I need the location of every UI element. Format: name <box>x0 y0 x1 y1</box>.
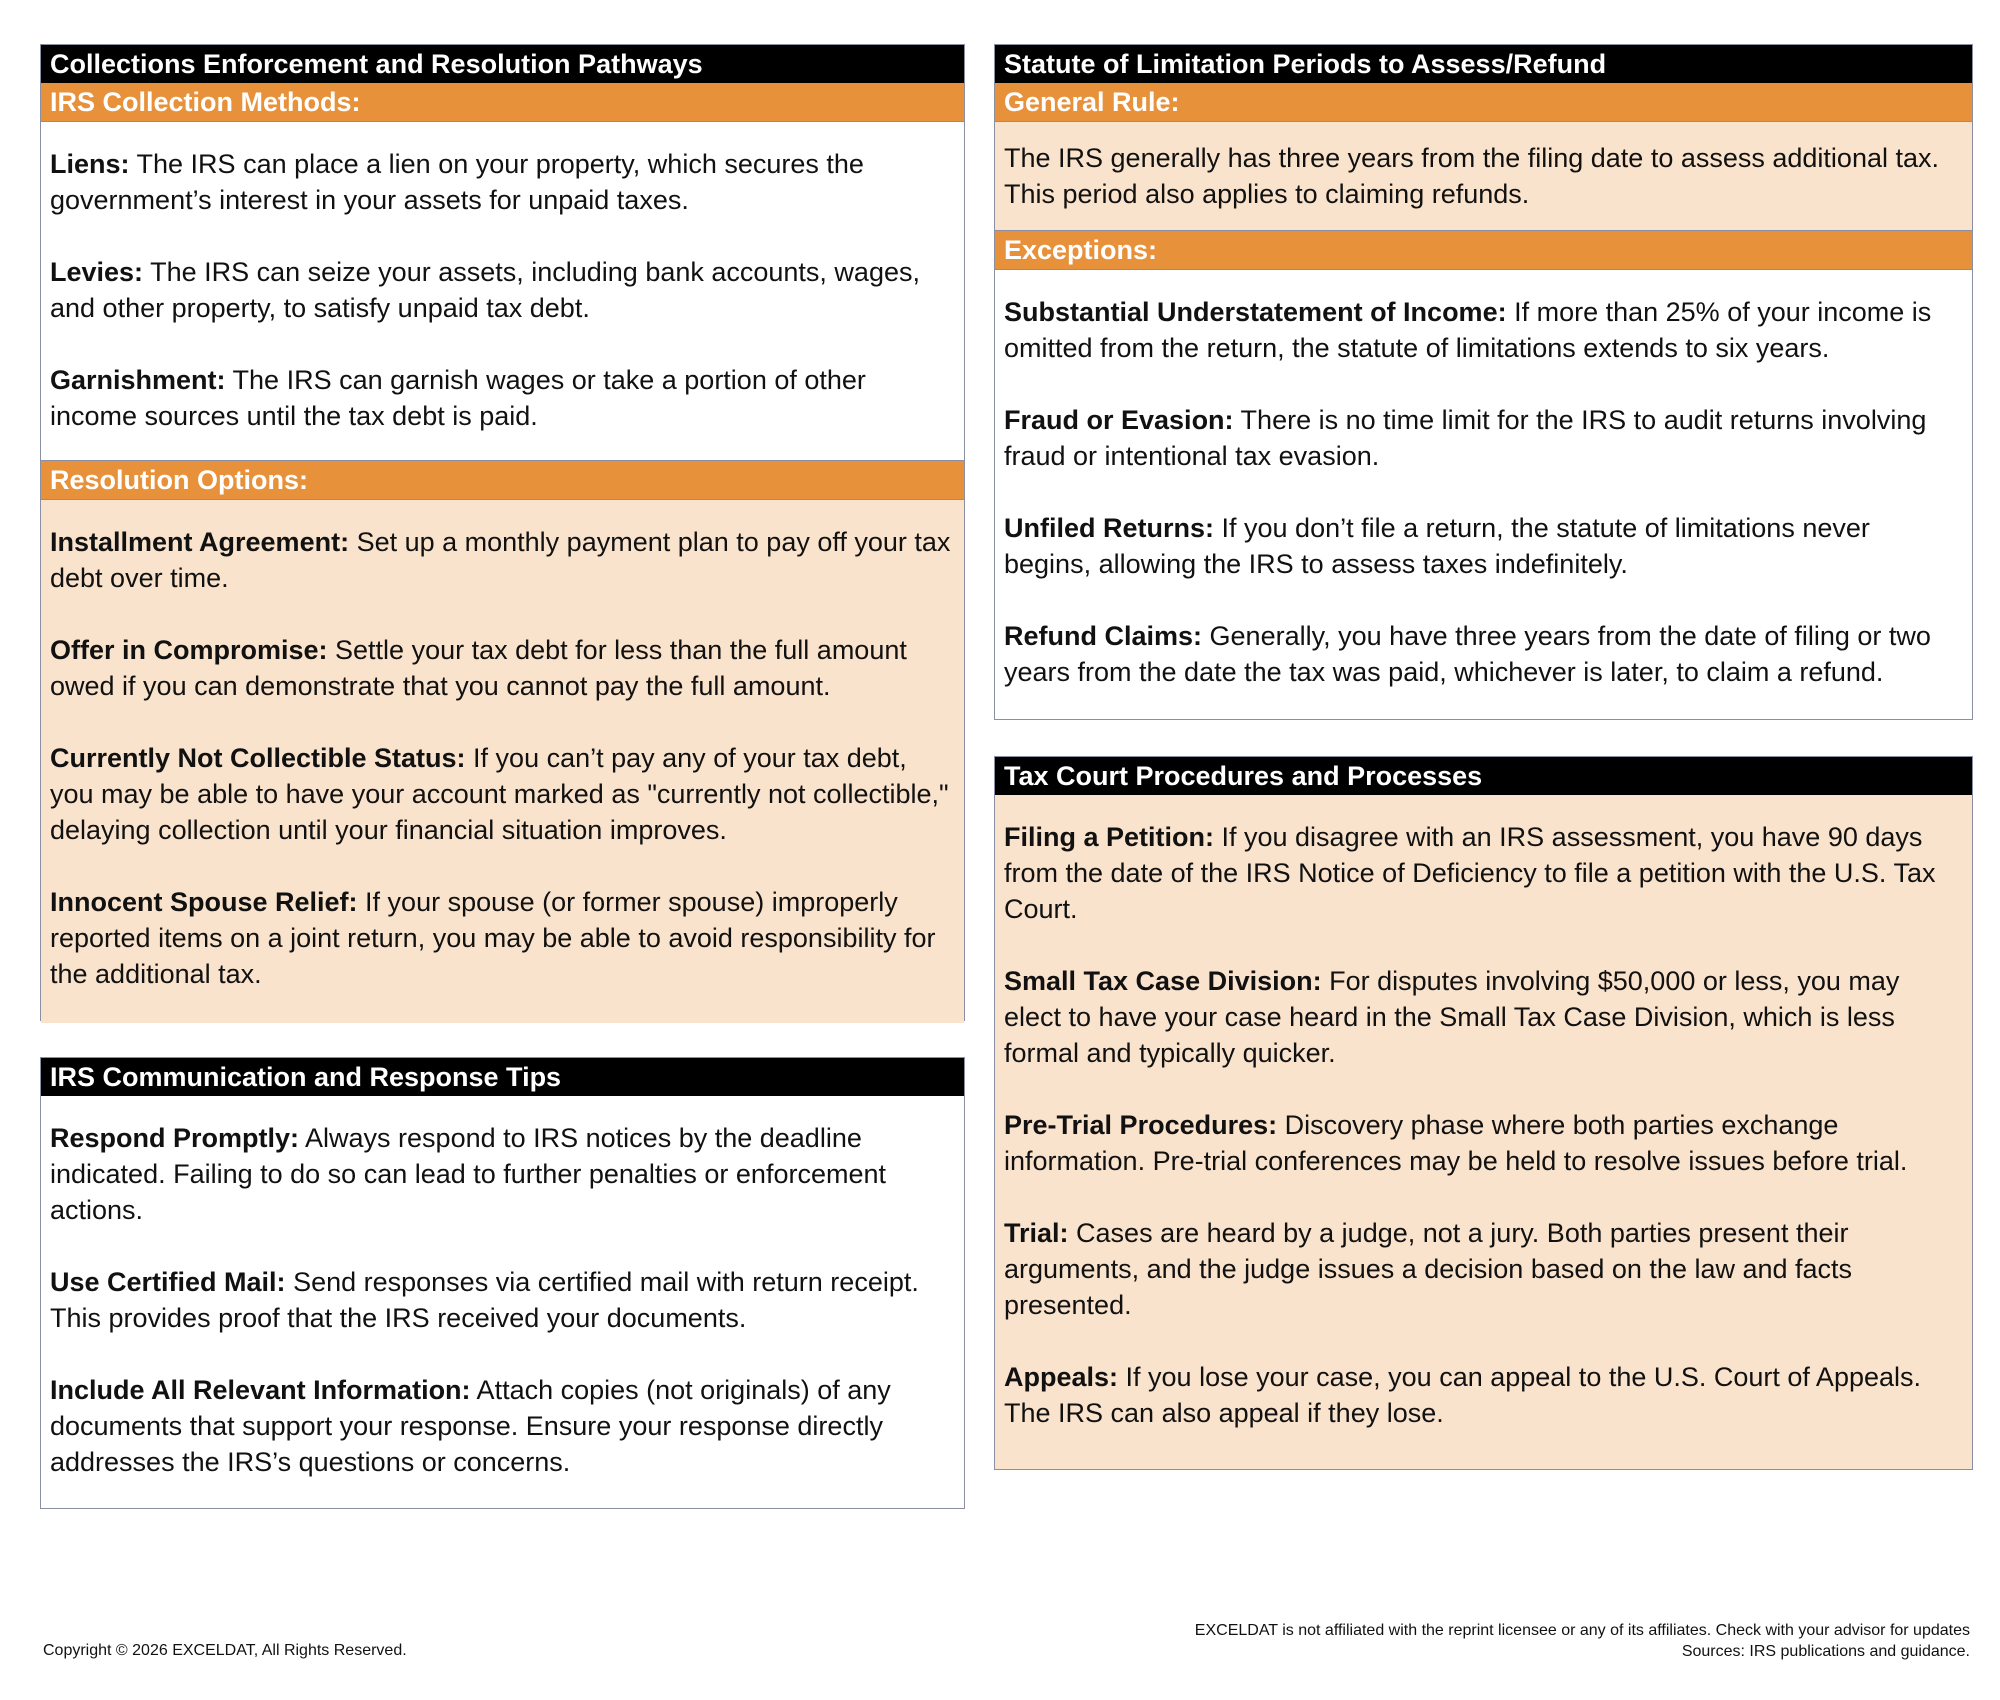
resolution-options-list <box>41 500 964 1023</box>
list-item: Filing a Petition: If you disagree with an IRS assessment, you have 90 days from the date of the IRS Notice of Deficiency to file a petition with the U.S. Tax Court. <box>1004 822 1936 924</box>
general-rule-body <box>995 122 1972 230</box>
collections-card-title: Collections Enforcement and Resolution Pathways <box>41 45 964 83</box>
list-item: Innocent Spouse Relief: If your spouse (or former spouse) improperly reported items on a joint return, you may be able to avoid responsibility for the additional tax. <box>50 887 936 989</box>
general-rule-header: General Rule: <box>995 83 1972 122</box>
resolution-options-header: Resolution Options: <box>41 460 964 500</box>
list-item: Trial: Cases are heard by a judge, not a jury. Both parties present their arguments, and the judge issues a decision based on the law and facts presented. <box>1004 1218 1853 1320</box>
statute-card <box>994 44 1973 720</box>
sources-text: Sources: IRS publications and guidance. <box>1681 1643 1970 1660</box>
list-item: Fraud or Evasion: There is no time limit for the IRS to audit returns involving fraud or intentional tax evasion. <box>1004 405 1927 471</box>
taxcourt-card-title: Tax Court Procedures and Processes <box>995 757 1972 795</box>
statute-card-title: Statute of Limitation Periods to Assess/Refund <box>995 45 1972 83</box>
disclaimer-block <box>1195 1620 1970 1662</box>
list-item: Offer in Compromise: Settle your tax debt for less than the full amount owed if you can demonstrate that you cannot pay the full amount. <box>50 635 907 701</box>
disclaimer-text: EXCELDAT is not affiliated with the reprint licensee or any of its affiliates. Check with your advisor for updates <box>1194 1622 1970 1639</box>
list-item: Installment Agreement: Set up a monthly payment plan to pay off your tax debt over time. <box>50 527 951 593</box>
list-item: Substantial Understatement of Income: If more than 25% of your income is omitted from the return, the statute of limitations extends to six years. <box>1004 297 1932 363</box>
collection-methods-header: IRS Collection Methods: <box>41 83 964 122</box>
collection-methods-list <box>41 122 964 460</box>
copyright-notice: Copyright © 2026 EXCELDAT, All Rights Reserved. <box>43 1642 407 1659</box>
list-item: Refund Claims: Generally, you have three years from the date of filing or two years from the date the tax was paid, whichever is later, to claim a refund. <box>1004 621 1931 687</box>
list-item: Include All Relevant Information: Attach copies (not originals) of any documents that support your response. Ensure your response directly addresses the IRS’s questions or concerns. <box>50 1375 891 1477</box>
collections-card <box>40 44 965 1021</box>
list-item: Pre-Trial Procedures: Discovery phase where both parties exchange information. Pre-trial conferences may be held to resolve issues before trial. <box>1004 1110 1908 1176</box>
taxcourt-list <box>995 795 1972 1457</box>
exceptions-list <box>995 270 1972 716</box>
list-item: Liens: The IRS can place a lien on your property, which secures the government’s interest in your assets for unpaid taxes. <box>50 149 864 215</box>
list-item: Respond Promptly: Always respond to IRS notices by the deadline indicated. Failing to do so can lead to further penalties or enforcement actions. <box>50 1123 886 1225</box>
communication-card-title: IRS Communication and Response Tips <box>41 1058 964 1096</box>
list-item: Use Certified Mail: Send responses via certified mail with return receipt. This provides proof that the IRS received your documents. <box>50 1267 919 1333</box>
list-item: Levies: The IRS can seize your assets, including bank accounts, wages, and other property, to satisfy unpaid tax debt. <box>50 257 920 323</box>
list-item: Currently Not Collectible Status: If you can’t pay any of your tax debt, you may be able to have your account marked as "currently not collectible," delaying collection until your financial situation improves. <box>50 743 949 845</box>
exceptions-header: Exceptions: <box>995 230 1972 270</box>
communication-card <box>40 1057 965 1509</box>
list-item: Unfiled Returns: If you don’t file a return, the statute of limitations never begins, allowing the IRS to assess taxes indefinitely. <box>1004 513 1870 579</box>
taxcourt-card <box>994 756 1973 1470</box>
list-item: Garnishment: The IRS can garnish wages or take a portion of other income sources until the tax debt is paid. <box>50 365 866 431</box>
communication-tips-list <box>41 1096 964 1506</box>
general-rule-text: The IRS generally has three years from the filing date to assess additional tax. This period also applies to claiming refunds. <box>1004 143 1939 209</box>
list-item: Appeals: If you lose your case, you can appeal to the U.S. Court of Appeals. The IRS can also appeal if they lose. <box>1004 1362 1922 1428</box>
list-item: Small Tax Case Division: For disputes involving $50,000 or less, you may elect to have your case heard in the Small Tax Case Division, which is less formal and typically quicker. <box>1004 966 1900 1068</box>
